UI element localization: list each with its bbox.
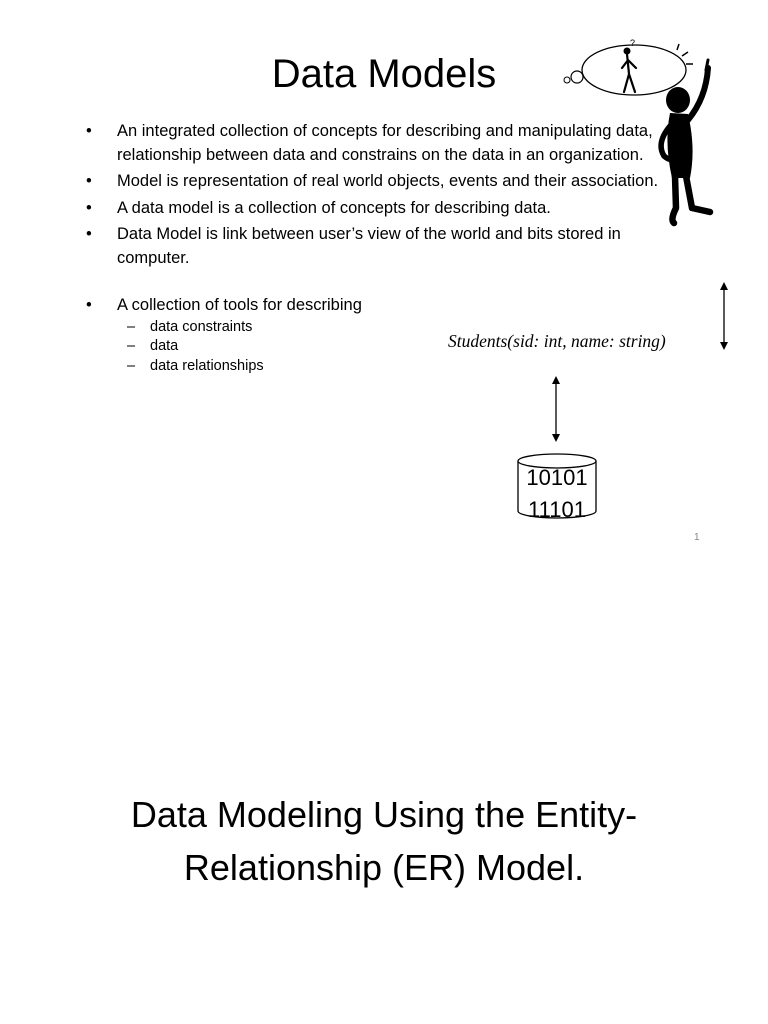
slide-2-title <box>0 788 768 894</box>
dash-glyph: – <box>127 318 136 335</box>
bullet-text: Data Model is link between user’s view of the world and bits stored in computer. <box>117 225 621 267</box>
slide-title: Data Models <box>271 52 497 96</box>
bullet-glyph: • <box>86 296 92 314</box>
sub-bullet-text: data <box>150 338 179 354</box>
thought-mark: ? <box>630 38 636 48</box>
bullet-glyph: • <box>86 122 92 140</box>
bullet-text: A collection of tools for describing <box>117 296 362 314</box>
page-number: 1 <box>694 532 700 543</box>
slide-2-title-line: Relationship (ER) Model. <box>183 847 585 888</box>
sub-bullet-text: data relationships <box>150 357 264 374</box>
sub-bullet-text: data constraints <box>150 318 253 335</box>
bullet-text: Model is representation of real world objects, events and their association. <box>117 172 659 190</box>
bullet-glyph: • <box>86 225 92 243</box>
bullet-text: An integrated collection of concepts for describing and manipulating data, relationship between data and constrains on the data in an organization. <box>117 122 653 164</box>
bullet-glyph: • <box>86 198 92 217</box>
schema-text: Students(sid: int, name: string) <box>448 331 666 351</box>
dash-glyph: – <box>127 357 136 374</box>
bits-line: 10101 <box>526 465 588 490</box>
bits-line: 11101 <box>528 497 586 522</box>
dash-glyph: – <box>127 338 136 354</box>
bullet-text: A data model is a collection of concepts for describing data. <box>117 198 551 217</box>
database-bits <box>517 462 597 526</box>
slide-2-title-line: Data Modeling Using the Entity- <box>130 794 638 835</box>
bullet-glyph: • <box>86 172 92 190</box>
